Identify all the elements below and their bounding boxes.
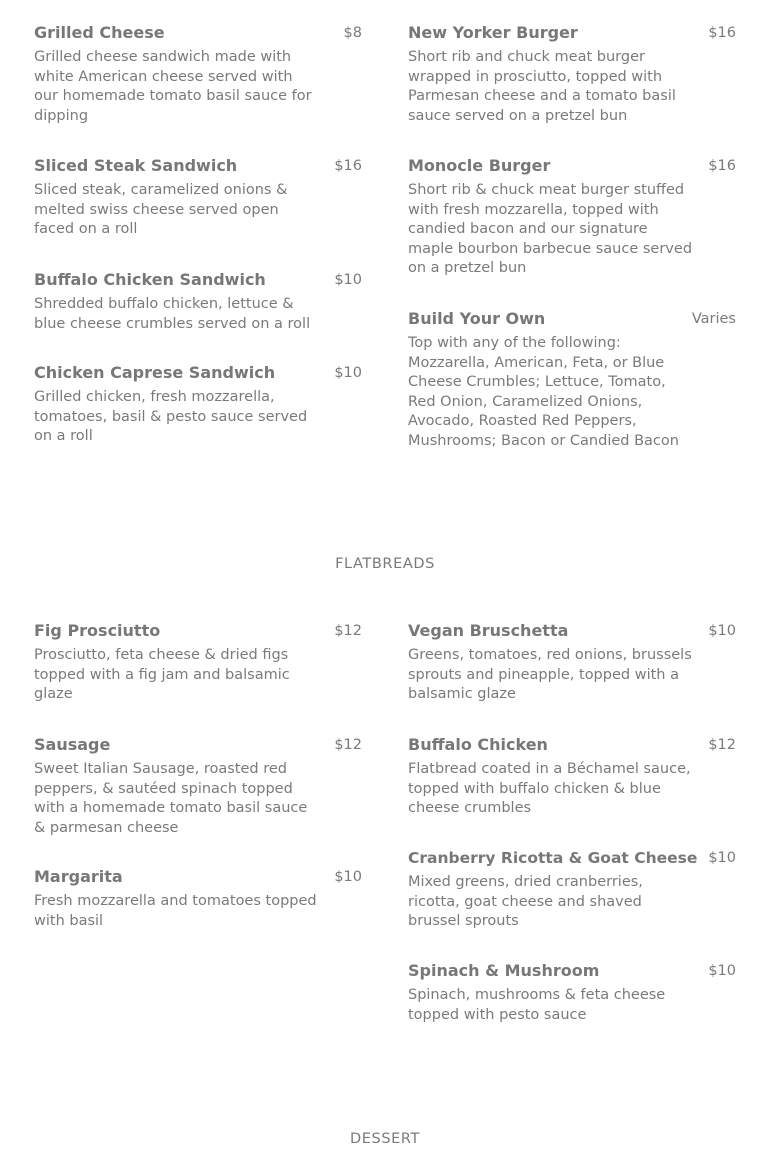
item-description: Flatbread coated in a Béchamel sauce, topped with buffalo chicken & blue cheese crumbles: [408, 761, 691, 817]
menu-item: [408, 732, 736, 819]
item-price: $10: [708, 963, 736, 979]
menu-item: [34, 618, 362, 705]
item-description: Greens, tomatoes, red onions, brussels sprouts and pineapple, topped with a balsamic glaze: [408, 647, 692, 703]
item-name: Margarita: [34, 867, 123, 886]
item-description: Prosciutto, feta cheese & dried figs topped with a fig jam and balsamic glaze: [34, 647, 290, 703]
item-price: $12: [708, 737, 736, 753]
item-price: $8: [343, 25, 362, 41]
section-title-flatbreads: FLATBREADS: [335, 556, 435, 572]
item-price: $12: [334, 737, 362, 753]
menu-item: [408, 153, 736, 279]
item-price: $10: [334, 272, 362, 288]
item-name: Grilled Cheese: [34, 23, 165, 42]
menu-item: [34, 360, 362, 447]
item-name: Sausage: [34, 735, 111, 754]
menu-item: [34, 864, 362, 931]
item-description: Fresh mozzarella and tomatoes topped with basil: [34, 893, 317, 929]
item-name: Sliced Steak Sandwich: [34, 156, 238, 175]
item-description: Short rib and chuck meat burger wrapped in prosciutto, topped with Parmesan cheese and a tomato basil sauce served on a pretzel bun: [408, 49, 676, 124]
item-name: Chicken Caprese Sandwich: [34, 363, 276, 382]
item-price: $10: [334, 365, 362, 381]
menu-item: [408, 958, 736, 1025]
section-title-dessert: DESSERT: [350, 1131, 420, 1147]
menu-item: [34, 732, 362, 838]
item-name: Monocle Burger: [408, 156, 551, 175]
item-price: $16: [708, 158, 736, 174]
item-name: Vegan Bruschetta: [408, 621, 569, 640]
menu-item: [408, 618, 736, 705]
item-name: Buffalo Chicken: [408, 735, 548, 754]
item-description: Mixed greens, dried cranberries, ricotta, goat cheese and shaved brussel sprouts: [408, 874, 643, 930]
menu-item: [34, 153, 362, 240]
menu-item: [408, 306, 736, 452]
item-description: Shredded buffalo chicken, lettuce & blue cheese crumbles served on a roll: [34, 296, 311, 332]
item-description: Top with any of the following: Mozzarella, American, Feta, or Blue Cheese Crumbles; Lettuce, Tomato, Red Onion, Caramelized Onions, Avocado, Roasted Red Peppers, Mushrooms; Bacon or Candied Bacon: [408, 335, 679, 449]
menu-item: [408, 845, 736, 932]
item-description: Spinach, mushrooms & feta cheese topped with pesto sauce: [408, 987, 666, 1023]
item-price: $10: [708, 850, 736, 866]
item-name: Build Your Own: [408, 309, 546, 328]
item-name: New Yorker Burger: [408, 23, 578, 42]
item-price: $12: [334, 623, 362, 639]
menu-item: [34, 267, 362, 334]
item-description: Grilled cheese sandwich made with white American cheese served with our homemade tomato basil sauce for dipping: [34, 49, 312, 124]
item-price: $16: [334, 158, 362, 174]
item-price: $10: [334, 869, 362, 885]
menu-item: [408, 20, 736, 126]
item-price: $10: [708, 623, 736, 639]
item-price: Varies: [691, 311, 736, 327]
item-description: Short rib & chuck meat burger stuffed with fresh mozzarella, topped with candied bacon and our signature maple bourbon barbecue sauce served on a pretzel bun: [408, 182, 693, 277]
item-price: $16: [708, 25, 736, 41]
item-name: Fig Prosciutto: [34, 621, 161, 640]
item-description: Grilled chicken, fresh mozzarella, tomatoes, basil & pesto sauce served on a roll: [34, 389, 308, 445]
item-name: Spinach & Mushroom: [408, 961, 600, 980]
menu-item: [34, 20, 362, 126]
item-name: Buffalo Chicken Sandwich: [34, 270, 266, 289]
item-name: Cranberry Ricotta & Goat Cheese: [408, 849, 698, 867]
item-description: Sliced steak, caramelized onions & melted swiss cheese served open faced on a roll: [34, 182, 288, 238]
item-description: Sweet Italian Sausage, roasted red peppers, & sautéed spinach topped with a homemade tomato basil sauce & parmesan cheese: [34, 761, 308, 836]
